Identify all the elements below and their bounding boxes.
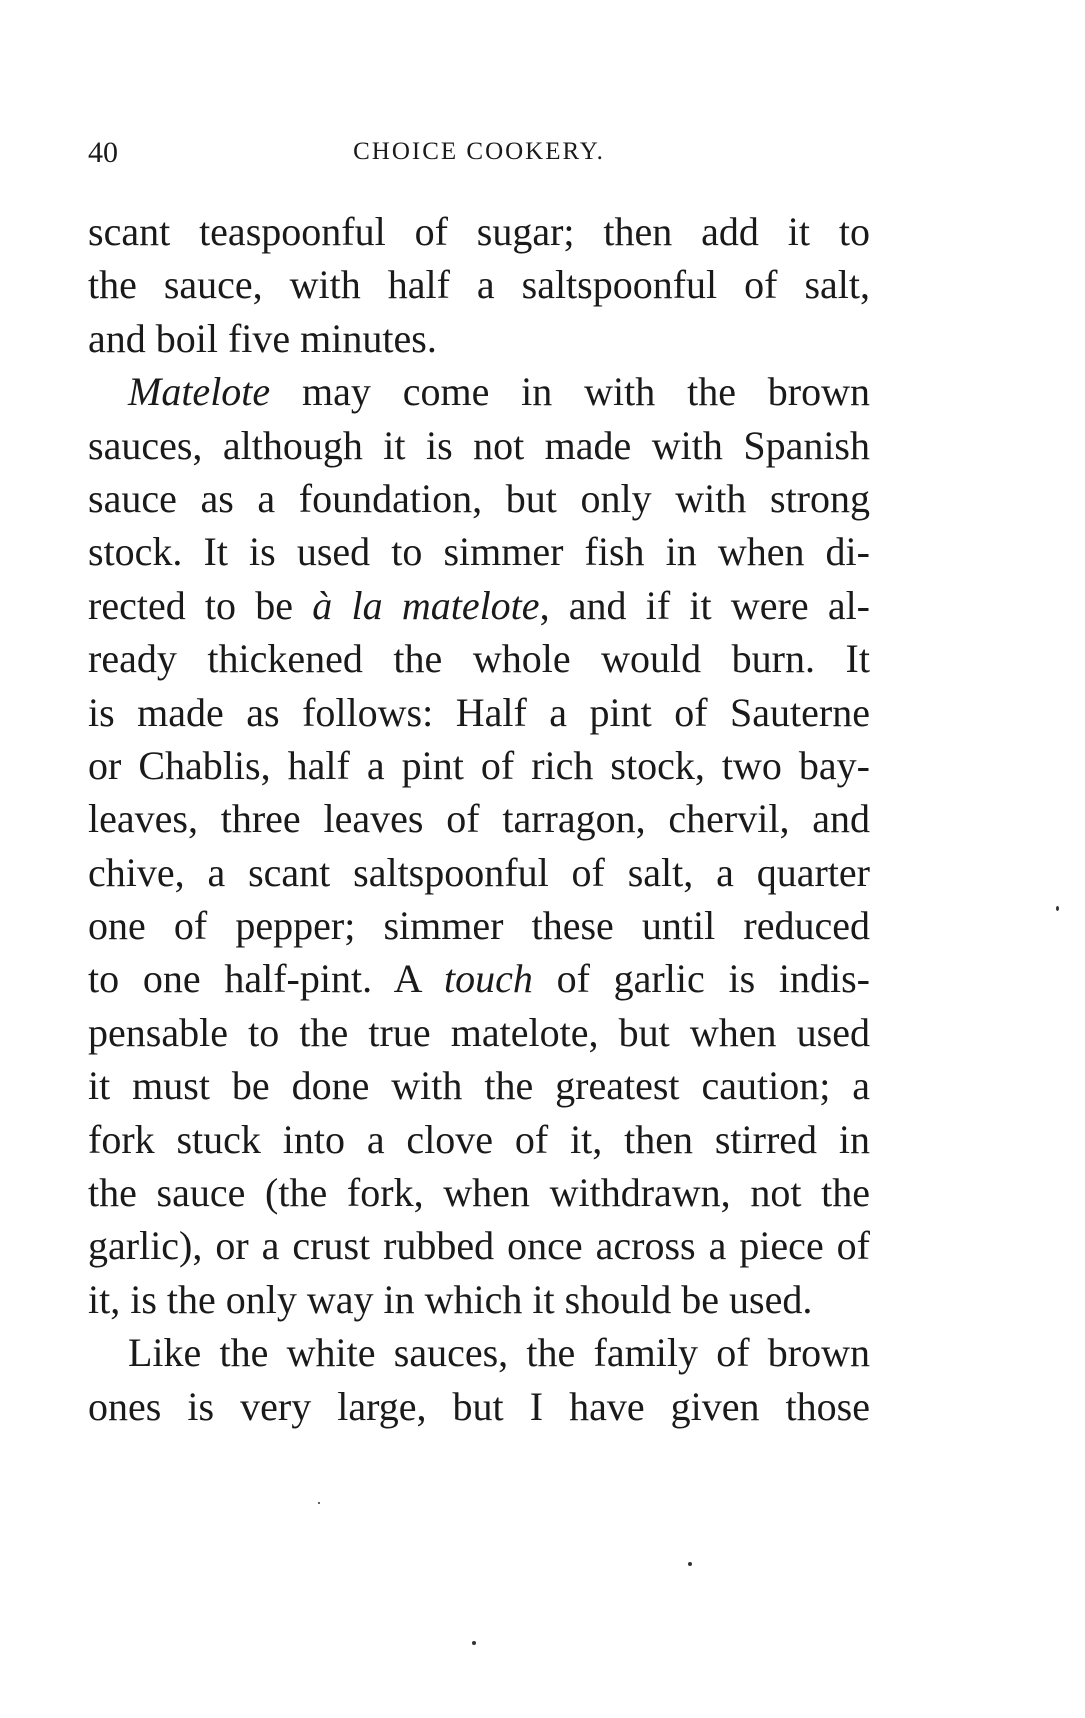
text-line: garlic), or a crust rubbed once across a piece of xyxy=(88,1223,870,1269)
print-speck xyxy=(688,1562,692,1566)
text-line: the sauce, with half a saltspoonful of salt, xyxy=(88,262,870,308)
text-line: Like the white sauces, the family of brown xyxy=(128,1330,870,1376)
print-speck xyxy=(318,1502,320,1504)
text-line: one of pepper; simmer these until reduced xyxy=(88,903,870,949)
text-line: chive, a scant saltspoonful of salt, a quarter xyxy=(88,849,870,895)
text-line: sauces, although it is not made with Spanish xyxy=(88,422,870,468)
print-speck xyxy=(1056,906,1059,911)
text-line: leaves, three leaves of tarragon, chervil, and xyxy=(88,796,870,842)
text-line: fork stuck into a clove of it, then stirred in xyxy=(88,1116,870,1162)
running-title: CHOICE COOKERY. xyxy=(353,138,605,165)
text-line xyxy=(88,365,870,418)
text-line: and boil five minutes. xyxy=(88,315,437,361)
text-line xyxy=(88,952,870,1005)
text-line: stock. It is used to simmer fish in when di- xyxy=(88,529,870,575)
text-line: sauce as a foundation, but only with strong xyxy=(88,475,870,521)
text-fragment-a: A xyxy=(393,956,421,1002)
print-speck xyxy=(472,1641,476,1645)
text-line: scant teaspoonful of sugar; then add it to xyxy=(88,209,870,254)
text-line: ready thickened the whole would burn. It xyxy=(88,636,870,682)
text-line xyxy=(88,579,870,632)
text-fragment: to one half-pint. xyxy=(88,956,394,1002)
text-line: it, is the only way in which it should be used. xyxy=(88,1276,813,1322)
text-fragment: rected to be xyxy=(88,582,313,628)
text-fragment: of garlic is indis- xyxy=(532,956,870,1002)
text-line: the sauce (the fork, when withdrawn, not the xyxy=(88,1170,870,1216)
italic-term-touch: touch xyxy=(444,956,533,1002)
text-line: ones is very large, but I have given those xyxy=(88,1383,870,1429)
text-line: it must be done with the greatest caution; a xyxy=(88,1063,870,1109)
italic-term-a-la-matelote: à la matelote xyxy=(312,582,540,628)
text-line: or Chablis, half a pint of rich stock, two bay- xyxy=(88,742,870,788)
text-line: pensable to the true matelote, but when used xyxy=(88,1009,870,1055)
italic-term-matelote: Matelote xyxy=(128,369,271,415)
text-fragment: may come in with the brown xyxy=(302,369,870,415)
text-line: is made as follows: Half a pint of Sauterne xyxy=(88,689,870,735)
page-header xyxy=(88,136,870,176)
body-text xyxy=(88,205,870,1433)
text-fragment: , and if it were al- xyxy=(539,582,871,628)
page-number: 40 xyxy=(88,136,118,169)
